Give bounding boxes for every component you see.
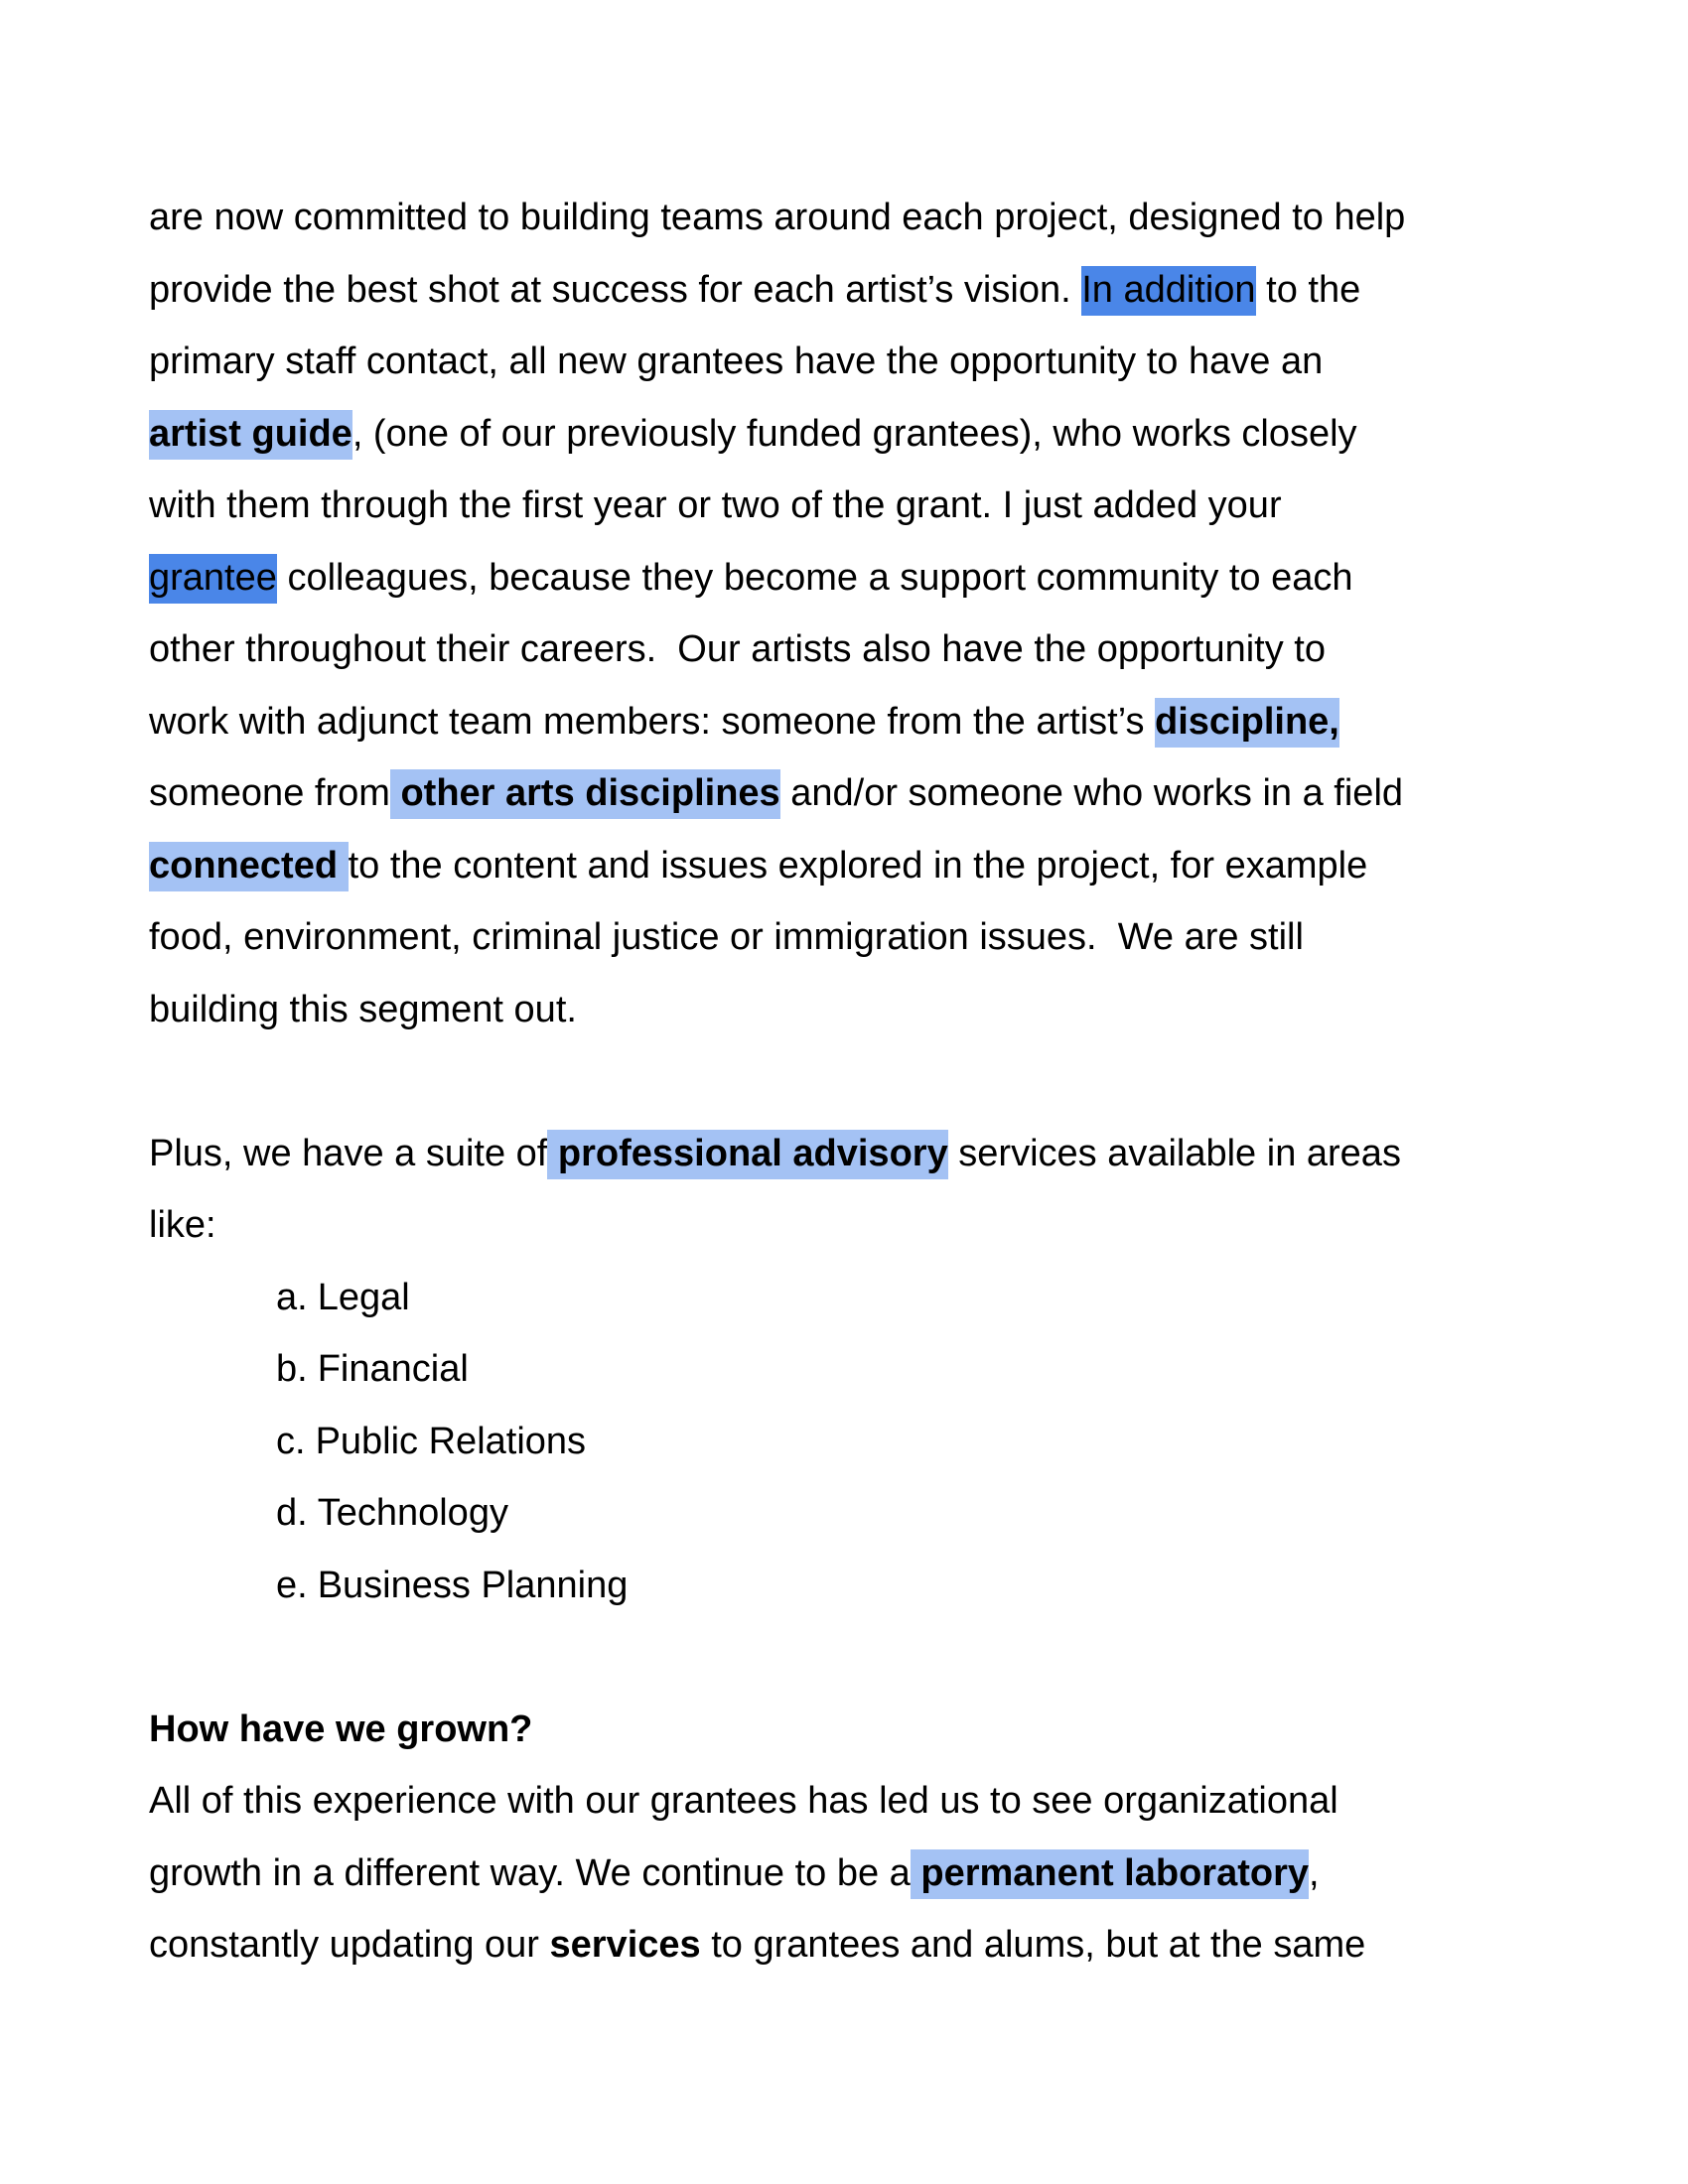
document-body [149, 182, 1539, 1981]
list-item [149, 1406, 1539, 1478]
light-blue-highlight: other arts disciplines [390, 769, 780, 819]
text-run: services available in areas [947, 1132, 1401, 1174]
text-run: to grantees and alums, but at the same [700, 1924, 1366, 1966]
text-run: work with adjunct team members: someone from the artist’s [149, 700, 1156, 743]
list-item-marker: c. [276, 1420, 306, 1462]
text-line [149, 1118, 1539, 1190]
text-run: someone from [149, 772, 390, 814]
text-line [149, 470, 1539, 542]
list-item-label: Public Relations [315, 1420, 587, 1462]
text-run: provide the best shot at success for each artist’s vision. [149, 268, 1082, 311]
text-line [149, 974, 1539, 1046]
text-run: colleagues, because they become a support community to each [276, 556, 1353, 599]
text-line [149, 1694, 1539, 1766]
text-run: primary staff contact, all new grantees have the opportunity to have an [149, 341, 1324, 382]
text-line [149, 398, 1539, 471]
list-item-marker: a. [276, 1276, 308, 1318]
list-item-label: Financial [317, 1348, 469, 1390]
text-run: like: [149, 1204, 216, 1246]
text-run: growth in a different way. We continue to be a [149, 1851, 911, 1894]
light-blue-highlight: professional advisory [547, 1130, 947, 1179]
list-item [149, 1477, 1539, 1550]
blank-line [149, 1045, 1539, 1118]
lettered-list [149, 1262, 1539, 1622]
text-line [149, 757, 1539, 830]
text-run: other throughout their careers. Our artists also have the opportunity to [149, 628, 1326, 670]
list-item-marker: d. [276, 1492, 308, 1534]
list-item-label: Business Planning [317, 1564, 629, 1606]
text-run: are now committed to building teams around each project, designed to help [149, 197, 1406, 238]
paragraph [149, 182, 1539, 1045]
text-run: to the content and issues explored in the project, for example [348, 844, 1368, 887]
list-item-marker: e. [276, 1564, 308, 1606]
text-run: building this segment out. [149, 988, 577, 1030]
text-run: to the [1255, 268, 1361, 311]
text-line [149, 1765, 1539, 1838]
light-blue-highlight: artist guide [149, 410, 352, 460]
text-run: services [549, 1924, 701, 1966]
text-run: , [1309, 1851, 1320, 1894]
text-run: and/or someone who works in a field [779, 772, 1404, 814]
text-line [149, 614, 1539, 686]
text-run: Plus, we have a suite of [149, 1132, 548, 1174]
text-line [149, 254, 1539, 327]
text-run: How have we grown? [149, 1707, 533, 1750]
text-line [149, 901, 1539, 974]
light-blue-highlight: discipline, [1155, 698, 1339, 748]
light-blue-highlight: connected [149, 842, 349, 891]
text-run: constantly updating our [149, 1924, 550, 1966]
list-item [149, 1550, 1539, 1622]
blank-line [149, 1621, 1539, 1694]
text-line [149, 542, 1539, 614]
dark-blue-highlight: In addition [1081, 266, 1255, 316]
paragraph [149, 1765, 1539, 1981]
text-line [149, 326, 1539, 398]
text-run: food, environment, criminal justice or immigration issues. We are still [149, 916, 1304, 958]
text-line [149, 1189, 1539, 1262]
text-line [149, 686, 1539, 758]
text-run: All of this experience with our grantees has led us to see organizational [149, 1780, 1338, 1822]
list-item [149, 1262, 1539, 1334]
text-line [149, 830, 1539, 902]
list-item-label: Legal [317, 1276, 410, 1318]
paragraph [149, 1118, 1539, 1262]
light-blue-highlight: permanent laboratory [911, 1849, 1309, 1899]
text-line [149, 1909, 1539, 1981]
text-line [149, 182, 1539, 254]
dark-blue-highlight: grantee [149, 554, 277, 604]
text-run: , (one of our previously funded grantees), who works closely [352, 412, 1357, 455]
list-item-label: Technology [317, 1492, 508, 1534]
text-line [149, 1838, 1539, 1910]
list-item-marker: b. [276, 1348, 308, 1390]
list-item [149, 1333, 1539, 1406]
section-heading [149, 1694, 1539, 1766]
text-run: with them through the first year or two of the grant. I just added your [149, 484, 1282, 526]
